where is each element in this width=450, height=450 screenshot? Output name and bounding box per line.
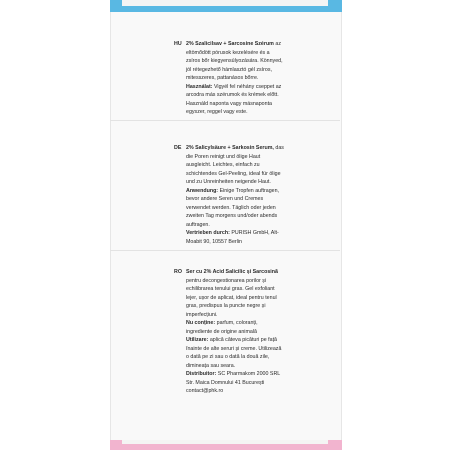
de-usage-label: Anwendung: xyxy=(186,187,219,194)
fold-line xyxy=(110,120,340,121)
section-de xyxy=(174,144,284,246)
lang-code-hu: HU xyxy=(174,41,182,47)
hu-title: 2% Szalicilsav + Sarcosine Szérum xyxy=(186,41,274,47)
top-flap xyxy=(122,0,328,6)
hu-description: az eltömődött pórusok kezelésére és a zsíros bőr kiegyensúlyozására. Könnyed, jól rétegezhető hámlasztó gél zsíros, mitesszeres, pattanásos bőrre. xyxy=(186,41,283,81)
hu-usage-label: Használat: xyxy=(186,83,213,90)
de-description: das die Poren reinigt und ölige Haut ausgleicht. Leichtes, einfach zu schichtendes Gel-Peeling, ideal für ölige und zu Unreinheiten neigende Haut. xyxy=(186,145,284,185)
ro-free-from: parfum, coloranți, ingrediente de origine animală xyxy=(186,320,258,335)
ro-distributor: SC Pharmakom 2000 SRL Str. Maica Domnului 41 București contact@phk.ro xyxy=(186,371,281,394)
fold-line xyxy=(110,250,340,251)
lang-code-de: DE xyxy=(174,145,182,151)
bottom-flap xyxy=(122,440,328,444)
section-hu xyxy=(174,40,284,117)
ro-usage-label: Utilizare: xyxy=(186,337,209,343)
lang-code-ro: RO xyxy=(174,269,182,275)
ro-usage: aplică câteva picături pe față înainte de alte seruri și creme. Utilizează o dată pe zi sau o dată la două zile, dimineața sau seara. xyxy=(186,337,282,369)
hu-usage: Vigyél fel néhány cseppet az arcodra más szérumok és krémek előtt. Használd naponta vagy másnaponta egyszer, reggel vagy este. xyxy=(186,83,282,115)
de-distributor: PURISH GmbH, Alt-Moabit 90, 10557 Berlin xyxy=(186,230,279,245)
ro-distributor-label: Distribuitor: xyxy=(186,371,217,377)
section-ro xyxy=(174,268,284,396)
de-usage: Einige Tropfen auftragen, bevor andere Seren und Cremes verwendet werden. Täglich oder jeden zweiten Tag morgens und/oder abends auftragen. xyxy=(186,187,280,228)
de-title: 2% Salicylsäure + Sarkosin Serum, xyxy=(186,145,274,151)
ro-description: pentru decongestionarea porilor și echilibrarea tenului gras. Gel exfoliant lejer, ușor de aplicat, ideal pentru tenul gras, predispus la puncte negre și imperfecțiuni. xyxy=(186,277,277,318)
ro-free-from-label: Nu conține: xyxy=(186,320,216,326)
de-distributor-label: Vertrieben durch: xyxy=(186,230,230,236)
ro-title: Ser cu 2% Acid Salicilic și Sarcosină xyxy=(186,269,278,275)
